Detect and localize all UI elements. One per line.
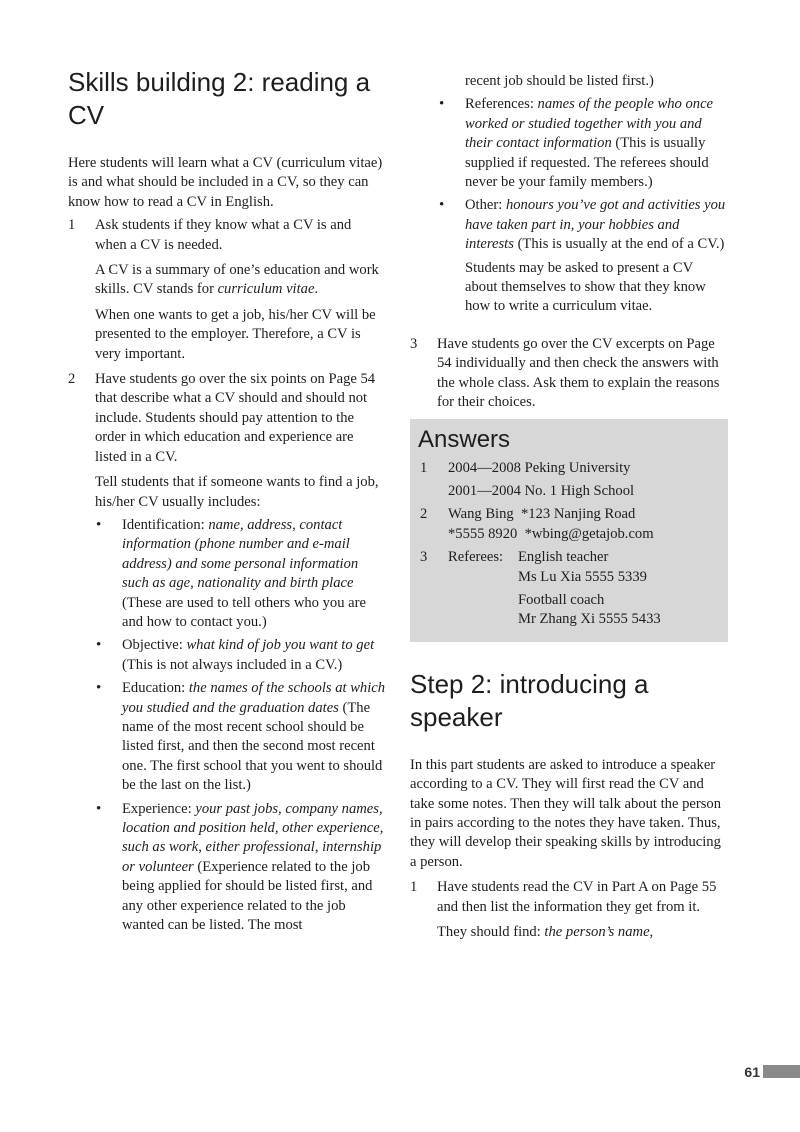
page-marker-bar [763,1065,800,1078]
item-text: Have students go over the CV excerpts on Page 54 individually and then check the answers with the whole class. Ask them to explain the reasons for their choices. [437,335,720,411]
list-item: • Experience: your past jobs, company names, location and position held, other experience, such as work, either professional, internship or volunteer (Experience related to the job being applied for should be listed first, and any other experience related to the job wanted can be listed. The most [95,800,386,936]
answer-item-2: 2 Wang Bing *123 Nanjing Road *5555 8920 *wbing@getajob.com [420,506,654,542]
intro-paragraph: Here students will learn what a CV (curriculum vitae) is and what should be included in a CV, so they can know how to read a CV in English. [68,155,383,210]
item-text: Have students read the CV in Part A on Page 55 and then list the information they get from it. [437,879,717,915]
cv-contents-list [95,516,386,936]
list-item: • References: names of the people who once worked or studied together with you and their contact information (This is usually supplied if requested. The referees should never be your family members.) [438,95,728,192]
right-column [410,72,728,942]
answer-item-1: 1 2004—2008 Peking University 2001—2004 No. 1 High School [420,459,635,499]
list-item: • Education: the names of the schools at which you studied and the graduation dates (The name of the most recent school should be listed first, and then the second most recent one. The first school that you went to should be the last on the list.) [95,679,386,795]
list-item: • Identification: name, address, contact information (phone number and e-mail address) and some personal information such as age, nationality and birth place (These are used to tell others who you are and how to contact you.) [95,516,386,632]
answers-title: Answers [418,425,511,453]
answer-item-3: 3 Referees: English teacher Ms Lu Xia 5555 5339 Football coach Mr Zhang Xi 5555 5433 [420,549,661,628]
item-text: Have students go over the six points on Page 54 that describe what a CV should and should not include. Students should pay attention to the order in which education and experience are listed in a CV. [95,371,376,465]
item-paragraph: Students may be asked to present a CV about themselves to show that they know how to write a curriculum vitae. [465,259,706,315]
left-column [68,66,386,939]
section-title: Skills building 2: reading a CV [68,67,371,130]
item-number: 2 [68,371,76,388]
cv-contents-list-continued [410,95,728,316]
step-2-title: Step 2: introducing a speaker [410,668,649,732]
numbered-item-2 [68,370,386,935]
step-2-intro: In this part students are asked to introduce a speaker according to a CV. They will first read the CV and take some notes. Then they will talk about the person in pairs according to the notes they have taken. Thus, they will develop their speaking skills by introducing a person. [410,756,721,870]
item-text: Ask students if they know what a CV is and when a CV is needed. [95,217,352,253]
item-paragraph: A CV is a summary of one’s education and work skills. CV stands for curriculum vitae. [95,262,379,298]
step-2-item-1 [410,878,728,942]
item-paragraph: Tell students that if someone wants to find a job, his/her CV usually includes: [95,474,379,510]
answers-box [410,419,728,642]
list-item: • Other: honours you’ve got and activities you have taken part in, your hobbies and interests (This is usually at the end of a CV.) [438,196,728,254]
page-number: 61 [744,1064,760,1080]
numbered-item-3 [410,335,728,413]
item-number: 1 [68,217,76,234]
list-item: • Objective: what kind of job you want to get (This is not always included in a CV.) [95,636,386,675]
numbered-item-1 [68,216,386,364]
item-number: 1 [410,879,418,896]
item-paragraph: They should find: the person’s name, [437,924,654,940]
item-number: 3 [410,335,418,352]
continued-text: recent job should be listed first.) [465,73,654,89]
item-paragraph: When one wants to get a job, his/her CV will be presented to the employer. Therefore, a CV is very important. [95,306,376,362]
